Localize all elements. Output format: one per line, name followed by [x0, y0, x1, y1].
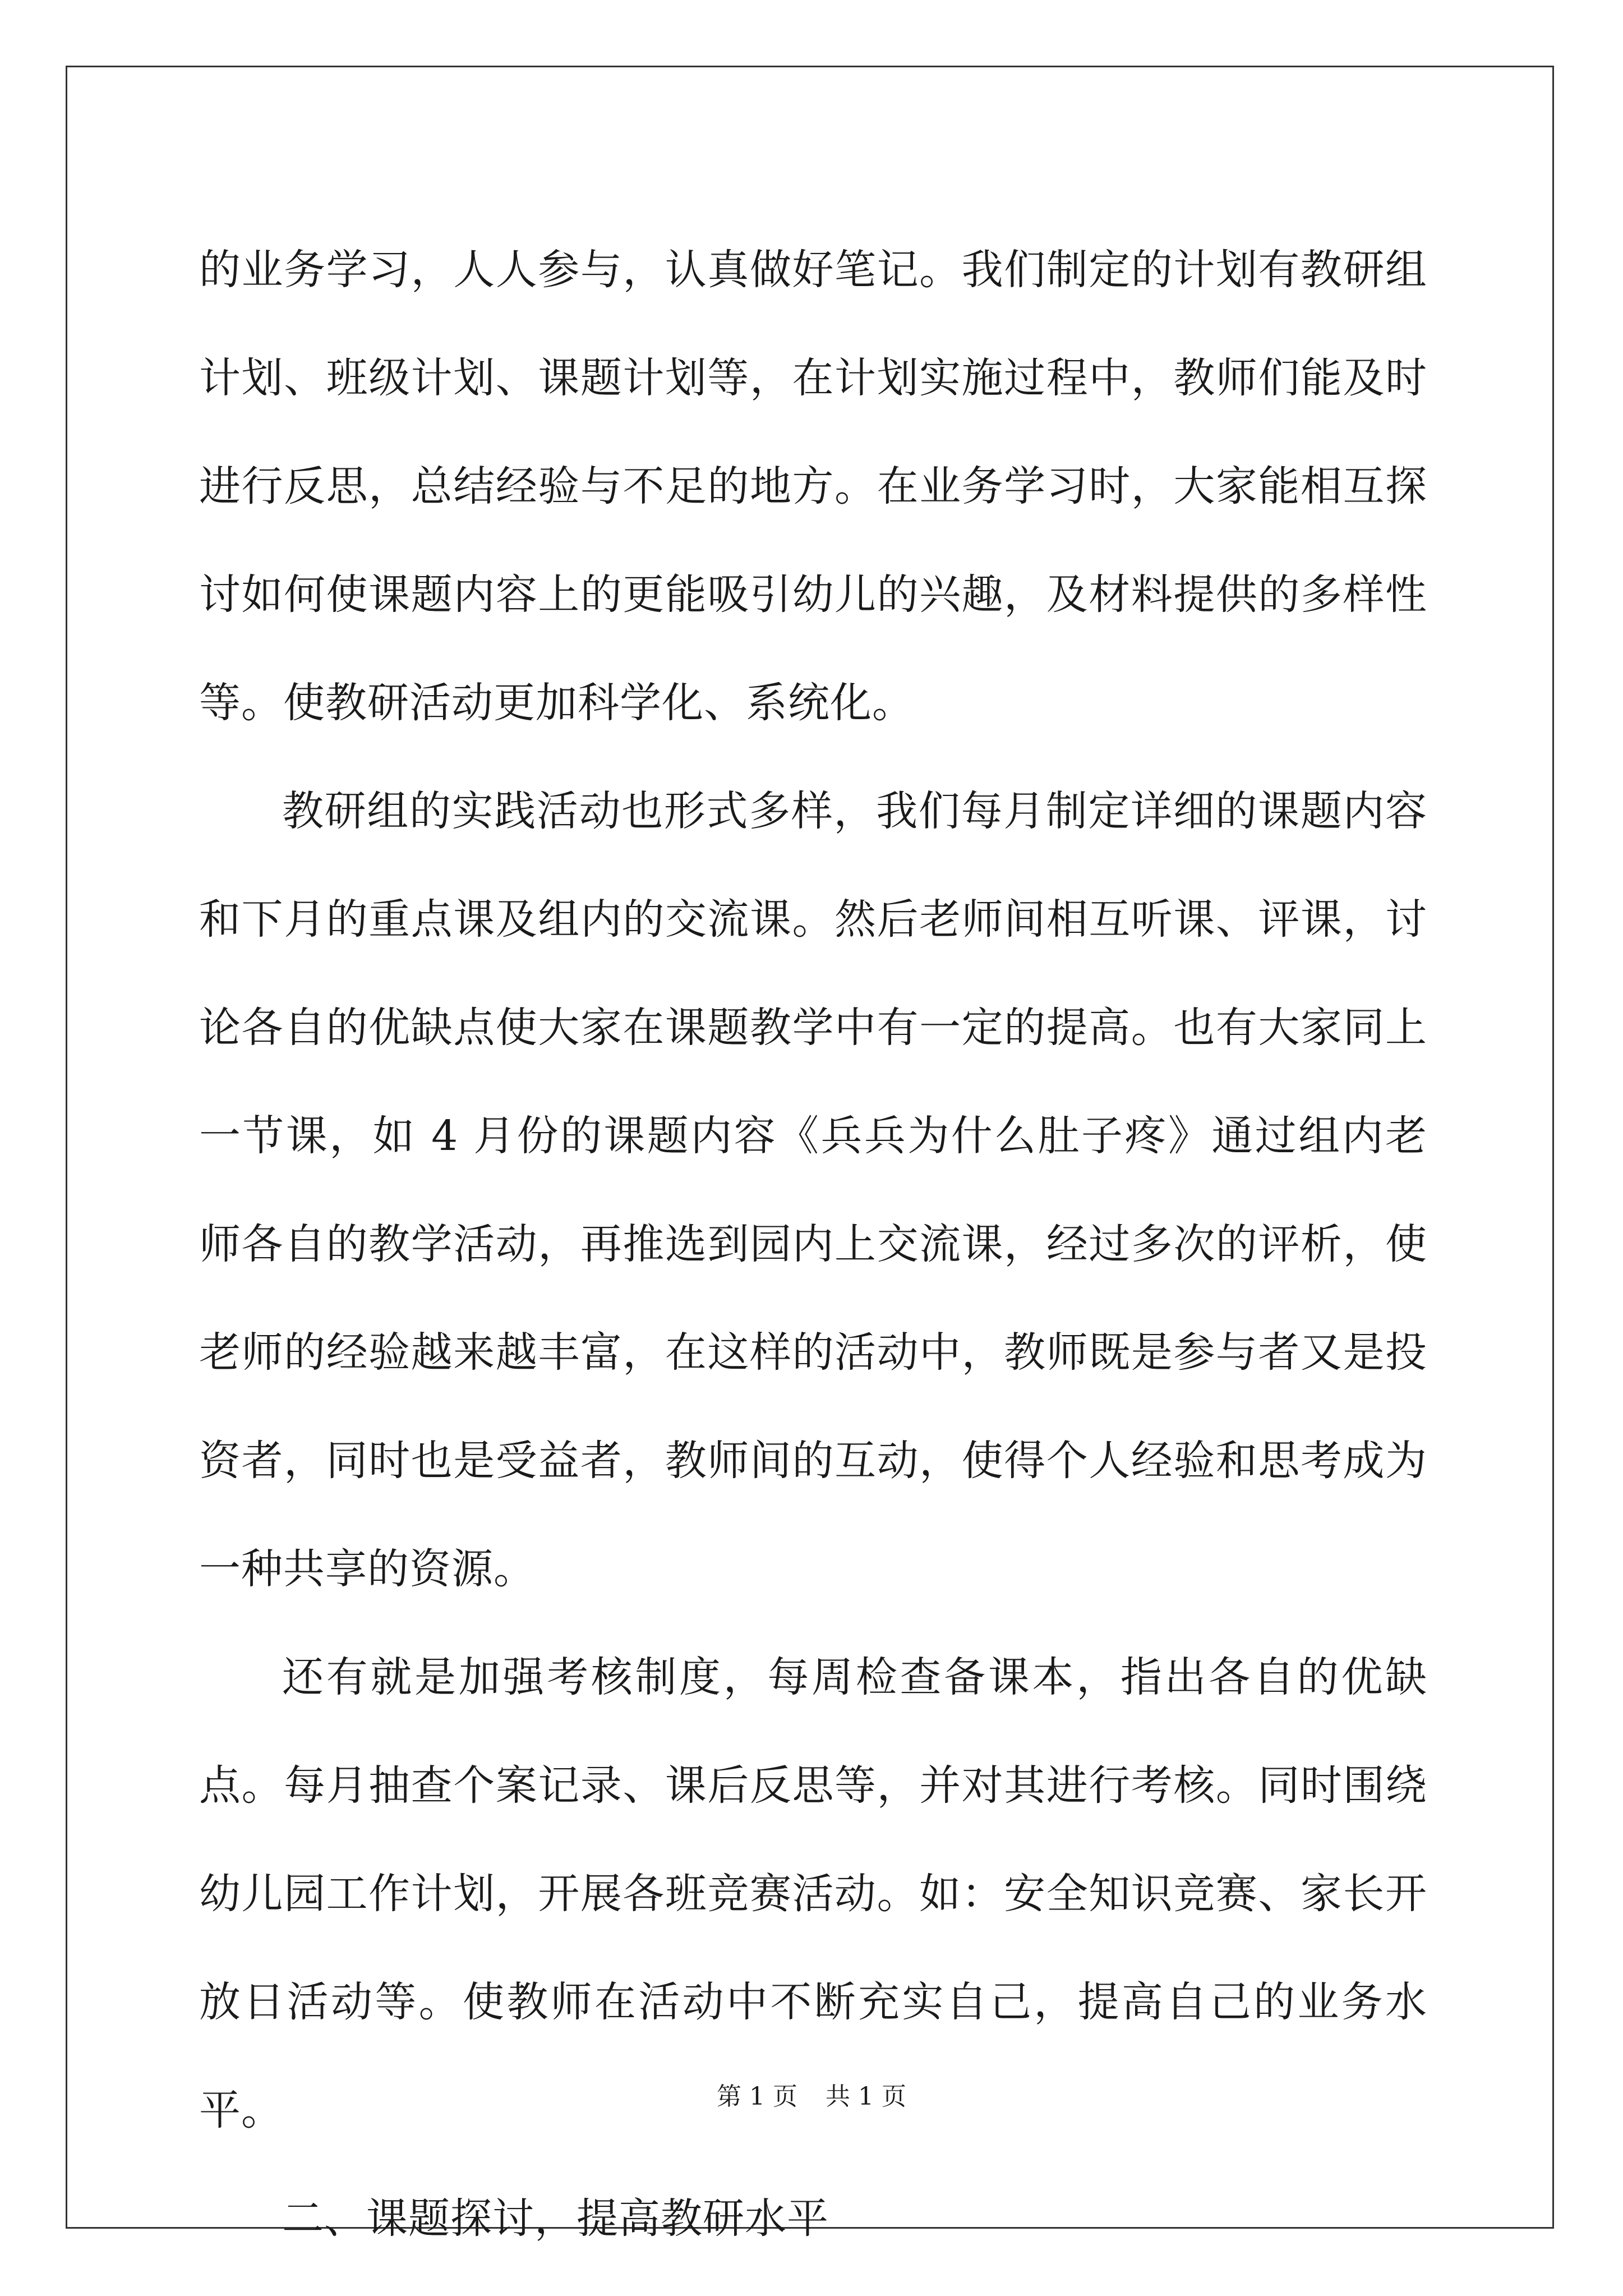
page-footer — [0, 2080, 1623, 2114]
section-heading: 二、课题探讨，提高教研水平 — [282, 2194, 829, 2243]
paragraph-2: 教研组的实践活动也形式多样，我们每月制定详细的课题内容和下月的重点课及组内的交流课。然后老师间相互听课、评课，讨论各自的优缺点使大家在课题教学中有一定的提高。也有大家同上一节课，如 4 月份的课题内容《兵兵为什么肚子疼》通过组内老师各自的教学活动，再推选到园内上交流课，经过多次的评析，使老师的经验越来越丰富，在这样的活动中，教师既是参与者又是投资者，同时也是受益者，教师间的互动，使得个人经验和思考成为一种共享的资源。 — [199, 787, 1427, 1593]
paragraph-3: 还有就是加强考核制度，每周检查备课本，指出各自的优缺点。每月抽查个案记录、课后反思等，并对其进行考核。同时围绕幼儿园工作计划，开展各班竞赛活动。如：安全知识竞赛、家长开放日活动等。使教师在活动中不断充实自己，提高自己的业务水平。 — [199, 1653, 1427, 2134]
page-total: 共 1 页 — [826, 2082, 906, 2111]
page-number: 第 1 页 — [717, 2082, 797, 2111]
paragraph-1: 的业务学习，人人参与，认真做好笔记。我们制定的计划有教研组计划、班级计划、课题计划等，在计划实施过程中，教师们能及时进行反思，总结经验与不足的地方。在业务学习时，大家能相互探讨如何使课题内容上的更能吸引幼儿的兴趣，及材料提供的多样性等。使教研活动更加科学化、系统化。 — [199, 246, 1427, 727]
document-body — [199, 216, 1427, 2273]
